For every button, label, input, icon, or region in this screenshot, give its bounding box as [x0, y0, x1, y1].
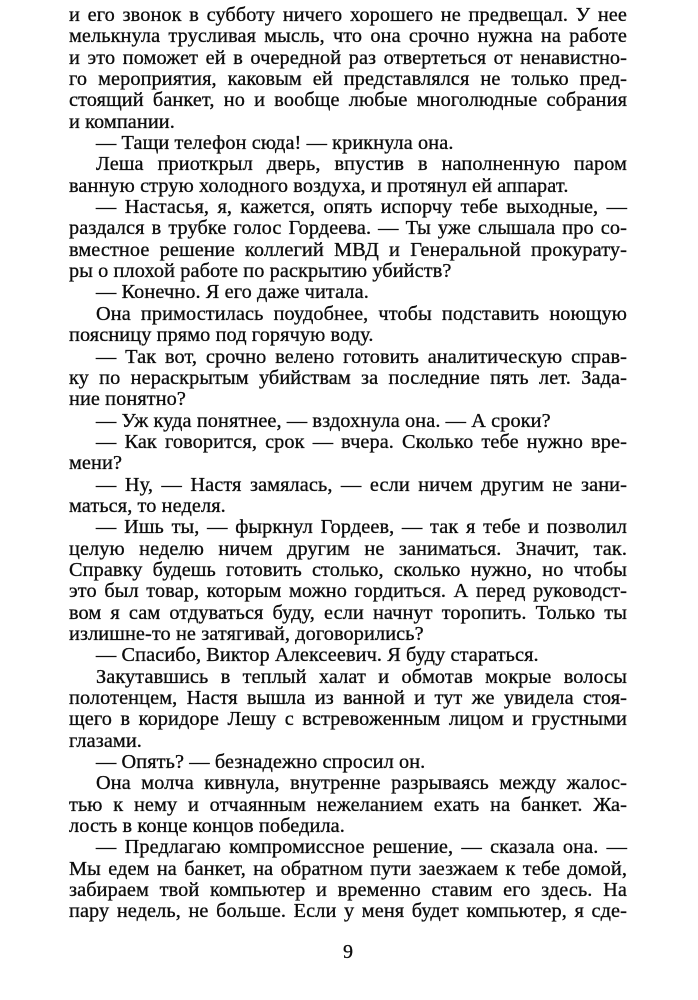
- text-line: — Предлагаю компромиссное решение, — сказала она. —: [96, 836, 627, 859]
- text-line: глазами.: [69, 729, 142, 752]
- text-line: ку по нераскрытым убийствам за последние пять лет. Зада-: [69, 366, 627, 389]
- text-line: излишне-то не затягивай, договорились?: [69, 622, 424, 645]
- text-line: тью к нему и отчаянным нежеланием ехать на банкет. Жа-: [69, 793, 627, 816]
- text-line: — Тащи телефон сюда! — крикнула она.: [96, 132, 454, 155]
- text-line: лость в конце концов победила.: [69, 815, 345, 838]
- text-line: щего в коридоре Лешу с встревоженным лицом и грустными: [69, 708, 627, 731]
- paragraph: [69, 154, 627, 197]
- text-line: Она молча кивнула, внутренне разрываясь между жалос-: [96, 772, 627, 795]
- paragraph: [69, 5, 627, 133]
- text-line: ванную струю холодного воздуха, и протянул ей аппарат.: [69, 174, 569, 197]
- text-line: Мы едем на банкет, на обратном пути заезжаем к тебе домой,: [69, 857, 627, 880]
- text-line: целую неделю ничем другим не заниматься. Значит, так.: [69, 537, 627, 560]
- paragraph: [69, 517, 627, 645]
- text-line: мени?: [69, 452, 123, 475]
- text-line: — Конечно. Я его даже читала.: [96, 281, 369, 304]
- paragraph: [69, 837, 627, 922]
- paragraph: [69, 197, 627, 282]
- text-line: маться, то неделя.: [69, 494, 226, 517]
- paragraph: [69, 282, 627, 303]
- text-line: полотенцем, Настя вышла из ванной и тут же увидела стоя-: [69, 687, 627, 709]
- text-line: и компании.: [69, 110, 175, 133]
- text-line: — Ну, — Настя замялась, — если ничем другим не зани-: [96, 473, 627, 496]
- text-line: — Так вот, срочно велено готовить аналитическую справ-: [96, 345, 627, 368]
- text-line: это был товар, которым можно гордиться. А перед руководст-: [69, 580, 627, 603]
- text-line: стоящий банкет, но и вообще любые многолюдные собрания: [69, 89, 627, 112]
- text-line: — Опять? — безнадежно спросил он.: [96, 751, 426, 774]
- text-line: Она примостилась поудобнее, чтобы подставить ноющую: [96, 302, 627, 325]
- text-line: вом я сам отдуваться буду, если начнут торопить. Только ты: [69, 601, 627, 624]
- text-line: го мероприятия, каковым ей представлялся не только пред-: [69, 68, 627, 91]
- paragraph: [69, 645, 627, 666]
- text-line: вместное решение коллегий МВД и Генеральной прокурату-: [69, 238, 627, 261]
- text-line: — Уж куда понятнее, — вздохнула она. — А сроки?: [96, 409, 551, 432]
- text-block: [69, 5, 627, 923]
- paragraph: [69, 475, 627, 518]
- paragraph: [69, 773, 627, 837]
- paragraph: [69, 304, 627, 347]
- text-line: Закутавшись в теплый халат и обмотав мокрые волосы: [96, 665, 627, 688]
- text-line: забираем твой компьютер и временно ставим его здесь. На: [69, 879, 627, 902]
- text-line: ры о плохой работе по раскрытию убийств?: [69, 260, 452, 283]
- paragraph: [69, 432, 627, 475]
- page-number: 9: [343, 941, 353, 963]
- text-line: ние понятно?: [69, 388, 187, 411]
- text-line: — Настасья, я, кажется, опять испорчу тебе выходные, —: [96, 196, 627, 219]
- paragraph: [69, 411, 627, 432]
- text-line: Справку будешь готовить столько, сколько нужно, но чтобы: [69, 558, 627, 581]
- paragraph: [69, 347, 627, 411]
- text-line: — Спасибо, Виктор Алексеевич. Я буду стараться.: [96, 644, 539, 667]
- text-line: поясницу прямо под горячую воду.: [69, 324, 374, 347]
- text-line: и это поможет ей в очередной раз отвертеться от ненавистно-: [69, 46, 627, 69]
- paragraph: [69, 752, 627, 773]
- text-line: Леша приоткрыл дверь, впустив в наполненную паром: [96, 153, 627, 176]
- text-line: пару недель, не больше. Если у меня будет компьютер, я сде-: [69, 900, 627, 923]
- text-line: раздался в трубке голос Гордеева. — Ты уже слышала про со-: [69, 217, 627, 240]
- paragraph: [69, 133, 627, 154]
- text-line: — Ишь ты, — фыркнул Гордеев, — так я тебе и позволил: [96, 516, 627, 539]
- text-line: и его звонок в субботу ничего хорошего не предвещал. У нее: [69, 4, 627, 26]
- text-line: — Как говорится, срок — вчера. Сколько тебе нужно вре-: [96, 430, 627, 453]
- text-line: мелькнула трусливая мысль, что она срочно нужна на работе: [69, 25, 627, 48]
- paragraph: [69, 667, 627, 752]
